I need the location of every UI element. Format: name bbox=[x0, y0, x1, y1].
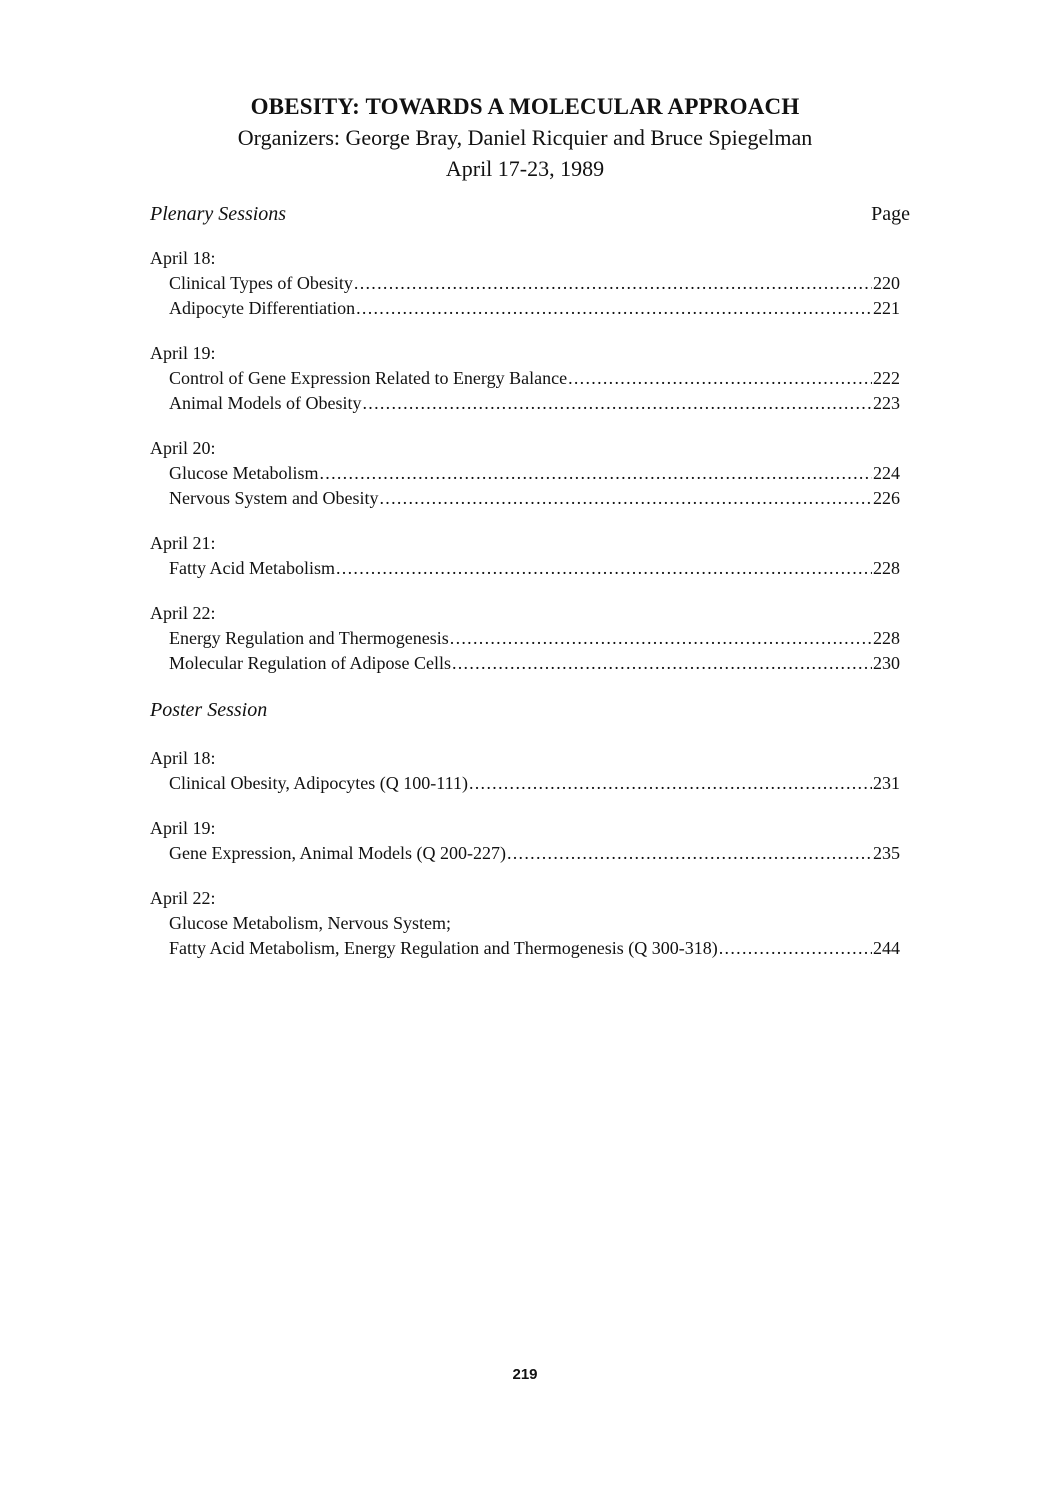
plenary-day-group bbox=[150, 601, 910, 676]
dot-leader bbox=[452, 651, 872, 676]
toc-entry-page: 223 bbox=[873, 393, 900, 413]
document-header bbox=[0, 92, 1050, 184]
toc-entry[interactable] bbox=[169, 771, 900, 796]
toc-entry[interactable] bbox=[169, 271, 900, 296]
page-column-label: Page bbox=[871, 203, 910, 225]
toc-entry-title: Adipocyte Differentiation bbox=[169, 298, 356, 318]
toc-entry-title: Fatty Acid Metabolism bbox=[169, 558, 335, 578]
toc-entry-page: 228 bbox=[873, 628, 900, 648]
toc-entry-title: Energy Regulation and Thermogenesis bbox=[169, 628, 449, 648]
dot-leader bbox=[507, 841, 872, 866]
dot-leader bbox=[469, 771, 872, 796]
dot-leader bbox=[356, 296, 872, 321]
day-date: April 19: bbox=[150, 343, 216, 363]
toc-entry-title: Control of Gene Expression Related to Energy Balance bbox=[169, 368, 568, 388]
toc-entry-page: 228 bbox=[873, 558, 900, 578]
day-date: April 19: bbox=[150, 818, 216, 838]
toc-entry[interactable] bbox=[169, 296, 900, 321]
dot-leader bbox=[719, 936, 872, 961]
toc-entry-title: Clinical Obesity, Adipocytes (Q 100-111) bbox=[169, 773, 468, 793]
toc-entry-title: Gene Expression, Animal Models (Q 200-227) bbox=[169, 843, 506, 863]
toc-entry-page: 221 bbox=[873, 298, 900, 318]
toc-entry-title: Clinical Types of Obesity bbox=[169, 273, 353, 293]
toc-entry[interactable] bbox=[169, 841, 900, 866]
poster-day-group bbox=[150, 746, 910, 796]
dot-leader bbox=[450, 626, 872, 651]
plenary-sessions-heading-row bbox=[150, 200, 910, 228]
toc-entry-title: Molecular Regulation of Adipose Cells bbox=[169, 653, 451, 673]
plenary-day-group bbox=[150, 531, 910, 581]
toc-entry[interactable] bbox=[169, 486, 900, 511]
dot-leader bbox=[354, 271, 872, 296]
toc-entry-page: 220 bbox=[873, 273, 900, 293]
plenary-day-group bbox=[150, 246, 910, 321]
toc-entry-page: 230 bbox=[873, 653, 900, 673]
table-of-contents bbox=[150, 200, 910, 981]
toc-entry-page: 231 bbox=[873, 773, 900, 793]
day-date: April 18: bbox=[150, 248, 216, 268]
dot-leader bbox=[379, 486, 872, 511]
toc-entry[interactable] bbox=[169, 626, 900, 651]
dot-leader bbox=[362, 391, 872, 416]
toc-entry-title: Animal Models of Obesity bbox=[169, 393, 362, 413]
poster-day-group bbox=[150, 886, 910, 961]
toc-entry-page: 226 bbox=[873, 488, 900, 508]
plenary-sessions-heading: Plenary Sessions bbox=[150, 203, 287, 225]
poster-session-heading: Poster Session bbox=[150, 699, 268, 721]
poster-day-group bbox=[150, 816, 910, 866]
toc-entry-page: 222 bbox=[873, 368, 900, 388]
toc-entry-title: Fatty Acid Metabolism, Energy Regulation and Thermogenesis (Q 300-318) bbox=[169, 938, 718, 958]
toc-entry-title: Glucose Metabolism bbox=[169, 463, 319, 483]
toc-entry-page: 224 bbox=[873, 463, 900, 483]
dot-leader bbox=[319, 461, 872, 486]
toc-entry[interactable] bbox=[169, 461, 900, 486]
poster-session-heading-row bbox=[150, 696, 910, 724]
toc-entry-first-line: Glucose Metabolism, Nervous System; bbox=[169, 913, 451, 933]
day-date: April 22: bbox=[150, 603, 216, 623]
toc-entry[interactable] bbox=[169, 651, 900, 676]
dot-leader bbox=[568, 366, 872, 391]
page-number: 219 bbox=[512, 1366, 538, 1383]
toc-entry[interactable] bbox=[169, 366, 900, 391]
day-date: April 18: bbox=[150, 748, 216, 768]
toc-entry-page: 235 bbox=[873, 843, 900, 863]
plenary-day-group bbox=[150, 436, 910, 511]
event-dates: April 17-23, 1989 bbox=[445, 156, 605, 181]
toc-entry-page: 244 bbox=[873, 938, 900, 958]
day-date: April 22: bbox=[150, 888, 216, 908]
organizers-line: Organizers: George Bray, Daniel Ricquier and Bruce Spiegelman bbox=[237, 125, 813, 150]
dot-leader bbox=[336, 556, 872, 581]
day-date: April 20: bbox=[150, 438, 216, 458]
toc-entry-title: Nervous System and Obesity bbox=[169, 488, 379, 508]
toc-entry[interactable] bbox=[169, 391, 900, 416]
plenary-day-group bbox=[150, 341, 910, 416]
toc-entry[interactable] bbox=[169, 936, 900, 961]
toc-entry[interactable] bbox=[169, 556, 900, 581]
document-title: OBESITY: TOWARDS A MOLECULAR APPROACH bbox=[250, 94, 800, 119]
day-date: April 21: bbox=[150, 533, 216, 553]
